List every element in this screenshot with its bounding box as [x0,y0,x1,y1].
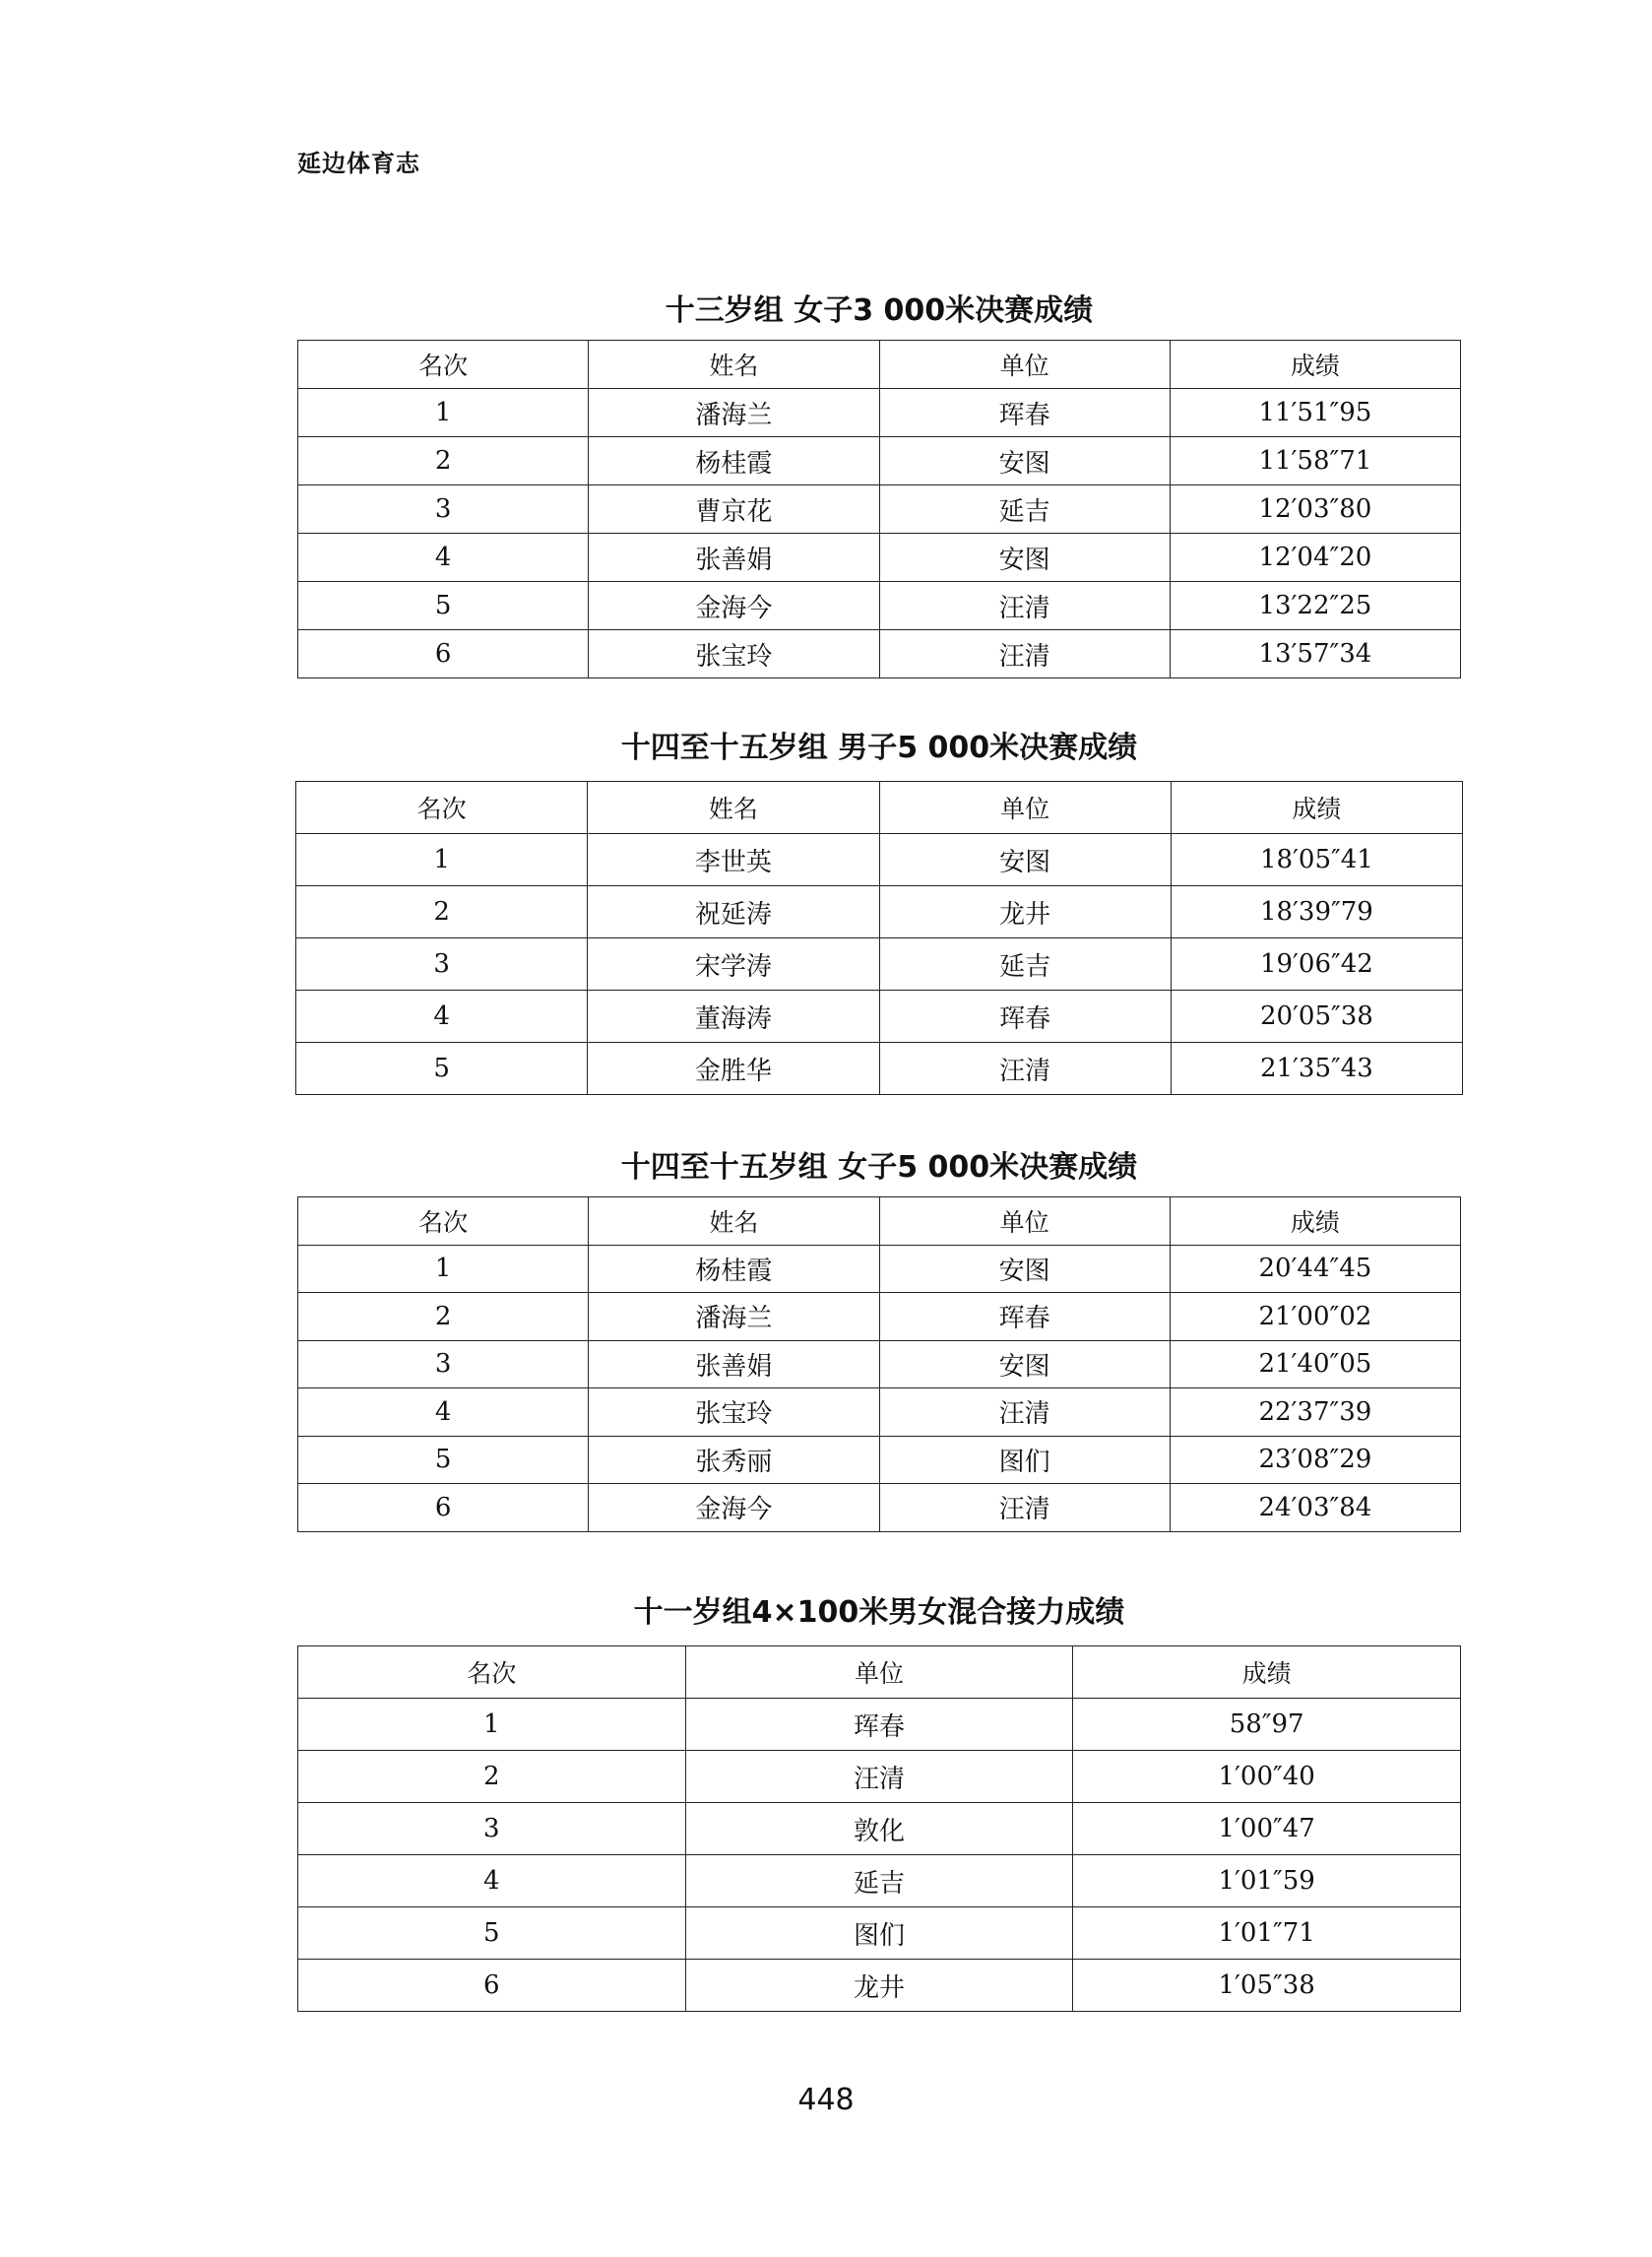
table-cell: 董海涛 [588,991,879,1043]
table-cell: 20′05″38 [1171,991,1462,1043]
table-cell: 58″97 [1073,1699,1461,1751]
table-cell: 2 [298,1293,589,1341]
table-cell: 5 [298,1907,686,1960]
table-cell: 珲春 [879,991,1171,1043]
table-row [298,1699,1461,1751]
table-row [298,534,1461,582]
table-cell: 汪清 [879,1043,1171,1095]
results-section [297,289,1461,678]
column-header: 姓名 [589,341,879,389]
table-cell: 珲春 [879,1293,1170,1341]
table-row [298,485,1461,534]
table-cell: 1′01″59 [1073,1855,1461,1907]
table-row [298,1855,1461,1907]
table-row [298,1245,1461,1293]
table-cell: 1 [298,389,589,437]
results-section [297,1590,1461,2012]
column-header: 名次 [298,341,589,389]
results-section [295,726,1463,1095]
table-cell: 13′22″25 [1170,582,1460,630]
table-cell: 珲春 [685,1699,1073,1751]
table-header-row [298,1197,1461,1246]
table-cell: 18′39″79 [1171,886,1462,938]
table-cell: 李世英 [588,834,879,886]
column-header: 单位 [879,341,1170,389]
table-row [296,834,1463,886]
page-number: 448 [797,2083,855,2117]
column-header: 名次 [296,782,588,834]
table-cell: 20′44″45 [1170,1245,1460,1293]
table-cell: 安图 [879,834,1171,886]
table-cell: 1 [296,834,588,886]
table-cell: 张善娟 [589,1340,879,1388]
results-table [295,781,1463,1095]
table-cell: 延吉 [879,485,1170,534]
table-cell: 13′57″34 [1170,630,1460,678]
table-cell: 金海今 [589,582,879,630]
table-cell: 图们 [879,1436,1170,1484]
table-cell: 杨桂霞 [589,437,879,485]
table-cell: 珲春 [879,389,1170,437]
table-header-row [298,1646,1461,1699]
table-cell: 22′37″39 [1170,1388,1460,1437]
column-header: 成绩 [1170,341,1460,389]
table-row [298,582,1461,630]
table-cell: 11′58″71 [1170,437,1460,485]
table-cell: 金海今 [589,1484,879,1532]
table-cell: 3 [298,485,589,534]
table-cell: 延吉 [879,938,1171,991]
table-row [296,886,1463,938]
table-cell: 6 [298,1960,686,2012]
table-cell: 3 [296,938,588,991]
table-cell: 潘海兰 [589,389,879,437]
results-table [297,340,1461,678]
results-table [297,1196,1461,1532]
table-title: 十四至十五岁组 女子5 000米决赛成绩 [620,1150,1138,1185]
table-title: 十一岁组4×100米男女混合接力成绩 [633,1595,1125,1630]
table-cell: 汪清 [879,1388,1170,1437]
table-cell: 张宝玲 [589,630,879,678]
table-cell: 1′00″47 [1073,1803,1461,1855]
table-cell: 金胜华 [588,1043,879,1095]
table-cell: 3 [298,1803,686,1855]
table-row [298,1907,1461,1960]
table-cell: 19′06″42 [1171,938,1462,991]
table-cell: 安图 [879,437,1170,485]
table-cell: 张宝玲 [589,1388,879,1437]
table-cell: 2 [298,1751,686,1803]
column-header: 单位 [685,1646,1073,1699]
table-cell: 延吉 [685,1855,1073,1907]
table-cell: 21′35″43 [1171,1043,1462,1095]
table-row [296,1043,1463,1095]
table-cell: 21′00″02 [1170,1293,1460,1341]
table-cell: 龙井 [685,1960,1073,2012]
table-header-row [298,341,1461,389]
table-cell: 6 [298,1484,589,1532]
table-cell: 4 [298,1855,686,1907]
table-row [298,437,1461,485]
table-row [298,1436,1461,1484]
table-title: 十三岁组 女子3 000米决赛成绩 [665,293,1094,328]
table-cell: 4 [296,991,588,1043]
table-row [296,991,1463,1043]
table-cell: 23′08″29 [1170,1436,1460,1484]
table-header-row [296,782,1463,834]
column-header: 名次 [298,1197,589,1246]
table-cell: 5 [296,1043,588,1095]
table-cell: 2 [296,886,588,938]
table-cell: 11′51″95 [1170,389,1460,437]
table-cell: 图们 [685,1907,1073,1960]
table-row [298,1340,1461,1388]
table-cell: 祝延涛 [588,886,879,938]
table-cell: 3 [298,1340,589,1388]
table-cell: 汪清 [685,1751,1073,1803]
column-header: 姓名 [589,1197,879,1246]
table-cell: 1 [298,1699,686,1751]
column-header: 单位 [879,782,1171,834]
table-cell: 汪清 [879,582,1170,630]
table-cell: 杨桂霞 [589,1245,879,1293]
table-cell: 安图 [879,534,1170,582]
table-cell: 宋学涛 [588,938,879,991]
table-cell: 12′03″80 [1170,485,1460,534]
table-cell: 安图 [879,1245,1170,1293]
table-cell: 2 [298,437,589,485]
table-cell: 4 [298,534,589,582]
table-cell: 汪清 [879,1484,1170,1532]
table-cell: 1′00″40 [1073,1751,1461,1803]
column-header: 成绩 [1170,1197,1460,1246]
table-cell: 汪清 [879,630,1170,678]
table-cell: 6 [298,630,589,678]
table-cell: 5 [298,582,589,630]
table-row [296,938,1463,991]
table-cell: 4 [298,1388,589,1437]
column-header: 名次 [298,1646,686,1699]
results-table [297,1645,1461,2012]
table-row [298,1293,1461,1341]
table-cell: 5 [298,1436,589,1484]
table-row [298,1751,1461,1803]
table-cell: 张秀丽 [589,1436,879,1484]
table-cell: 18′05″41 [1171,834,1462,886]
table-row [298,1803,1461,1855]
table-cell: 1′05″38 [1073,1960,1461,2012]
column-header: 成绩 [1073,1646,1461,1699]
table-row [298,1960,1461,2012]
table-row [298,630,1461,678]
table-cell: 1′01″71 [1073,1907,1461,1960]
table-row [298,389,1461,437]
table-cell: 1 [298,1245,589,1293]
column-header: 单位 [879,1197,1170,1246]
table-cell: 21′40″05 [1170,1340,1460,1388]
running-header: 延边体育志 [297,150,420,177]
table-cell: 12′04″20 [1170,534,1460,582]
results-section [297,1145,1461,1532]
table-cell: 潘海兰 [589,1293,879,1341]
table-cell: 曹京花 [589,485,879,534]
table-cell: 24′03″84 [1170,1484,1460,1532]
table-cell: 龙井 [879,886,1171,938]
column-header: 成绩 [1171,782,1462,834]
table-title: 十四至十五岁组 男子5 000米决赛成绩 [620,731,1138,765]
column-header: 姓名 [588,782,879,834]
table-cell: 张善娟 [589,534,879,582]
table-cell: 安图 [879,1340,1170,1388]
table-row [298,1484,1461,1532]
table-row [298,1388,1461,1437]
table-cell: 敦化 [685,1803,1073,1855]
